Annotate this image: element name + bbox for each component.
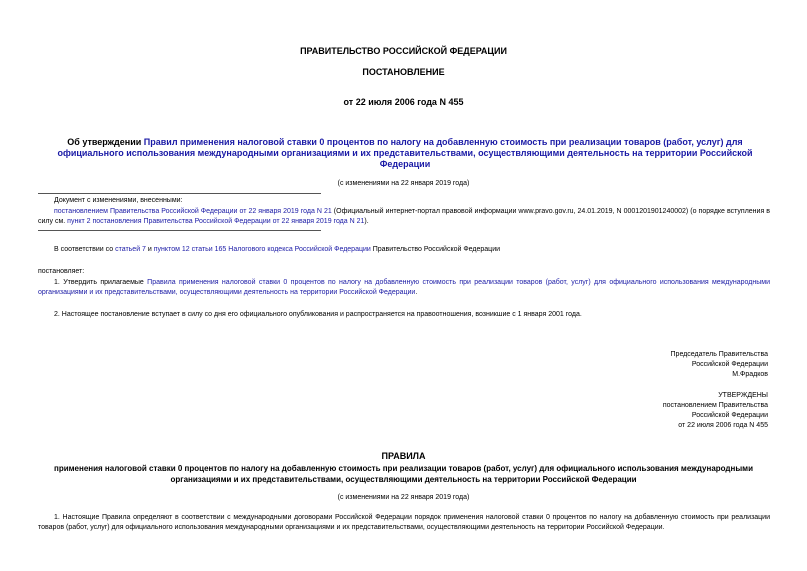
item-1: 1. Утвердить прилагаемые Правила применения налоговой ставки 0 процентов по налогу на добавленную стоимость при реализации товаров (работ, услуг) для официального использования международными организациями и их представительствами, осуществляющими деятельность на территории Российской Федерации. xyxy=(38,279,770,296)
rules-link[interactable]: Правила применения налоговой ставки 0 процентов по налогу на добавленную стоимость при реализации товаров (работ, услуг) для официального использования международными организациями и их представительствами, осуществляющими деятельность на территории Российской Федерации xyxy=(38,279,770,296)
tax-code-link[interactable]: пунктом 12 статьи 165 Налогового кодекса Российской Федерации xyxy=(153,246,371,253)
title-rules-link[interactable]: Правил применения налоговой ставки 0 процентов по налогу на добавленную стоимость при реализации товаров (работ, услуг) для официального использования международными организациями и их представительствами, осуществляющими деятельность на территории Российской Федерации xyxy=(57,137,753,169)
entry-into-force-link[interactable]: пункт 2 постановления Правительства Российской Федерации от 22 января 2019 года N 21 xyxy=(67,218,365,225)
resolves-word: постановляет: xyxy=(38,268,85,275)
document-type: ПОСТАНОВЛЕНИЕ xyxy=(362,67,445,77)
signature-block: Председатель Правительства Российской Федерации М.Фрадков xyxy=(670,351,768,378)
amending-act-link[interactable]: постановлением Правительства Российской Федерации от 22 января 2019 года N 21 xyxy=(54,208,332,215)
changes-text: постановлением Правительства Российской Федерации от 22 января 2019 года N 21 (Официальный интернет-портал правовой информации www.pravo.gov.ru, 24.01.2019, N 0001201901240002) (о порядке вступления в силу см. пункт 2 постановления Правительства Российской Федерации от 22 января 2019 года N 21). xyxy=(38,208,770,225)
title-prefix: Об утверждении xyxy=(67,137,144,147)
preamble: В соответствии со статьей 7 и пунктом 12 статьи 165 Налогового кодекса Российской Федерации Правительство Российской Федерации xyxy=(54,246,501,253)
changes-heading: Документ с изменениями, внесенными: xyxy=(54,197,183,204)
amendment-note: (с изменениями на 22 января 2019 года) xyxy=(337,180,470,187)
article-7-link[interactable]: статьей 7 xyxy=(115,246,146,253)
rules-heading: ПРАВИЛА xyxy=(381,451,426,461)
document-title xyxy=(45,137,765,170)
rules-paragraph-1: 1. Настоящие Правила определяют в соответствии с международными договорами Российской Федерации порядок применения налоговой ставки 0 процентов по налогу на добавленную стоимость при реализации товаров (работ, услуг) для официального использования международными организациями и их представительствами, осуществляющими деятельность на территории Российской Федерации. xyxy=(38,514,770,531)
divider-bottom xyxy=(38,230,321,231)
divider-top xyxy=(38,193,321,194)
approved-block: УТВЕРЖДЕНЫ постановлением Правительства Российской Федерации от 22 июля 2006 года N 455 xyxy=(662,392,768,429)
rules-amendment-note: (с изменениями на 22 января 2019 года) xyxy=(337,494,470,501)
item-2: 2. Настоящее постановление вступает в силу со дня его официального опубликования и распространяется на правоотношения, возникшие с 1 января 2001 года. xyxy=(54,311,582,318)
document-date-number: от 22 июля 2006 года N 455 xyxy=(343,97,464,107)
government-heading: ПРАВИТЕЛЬСТВО РОССИЙСКОЙ ФЕДЕРАЦИИ xyxy=(300,46,507,56)
rules-subtitle: применения налоговой ставки 0 процентов по налогу на добавленную стоимость при реализации товаров (работ, услуг) для официального использования международными организациями и их представительствами, осуществляющими деятельность на территории Российской Федерации xyxy=(53,464,754,484)
